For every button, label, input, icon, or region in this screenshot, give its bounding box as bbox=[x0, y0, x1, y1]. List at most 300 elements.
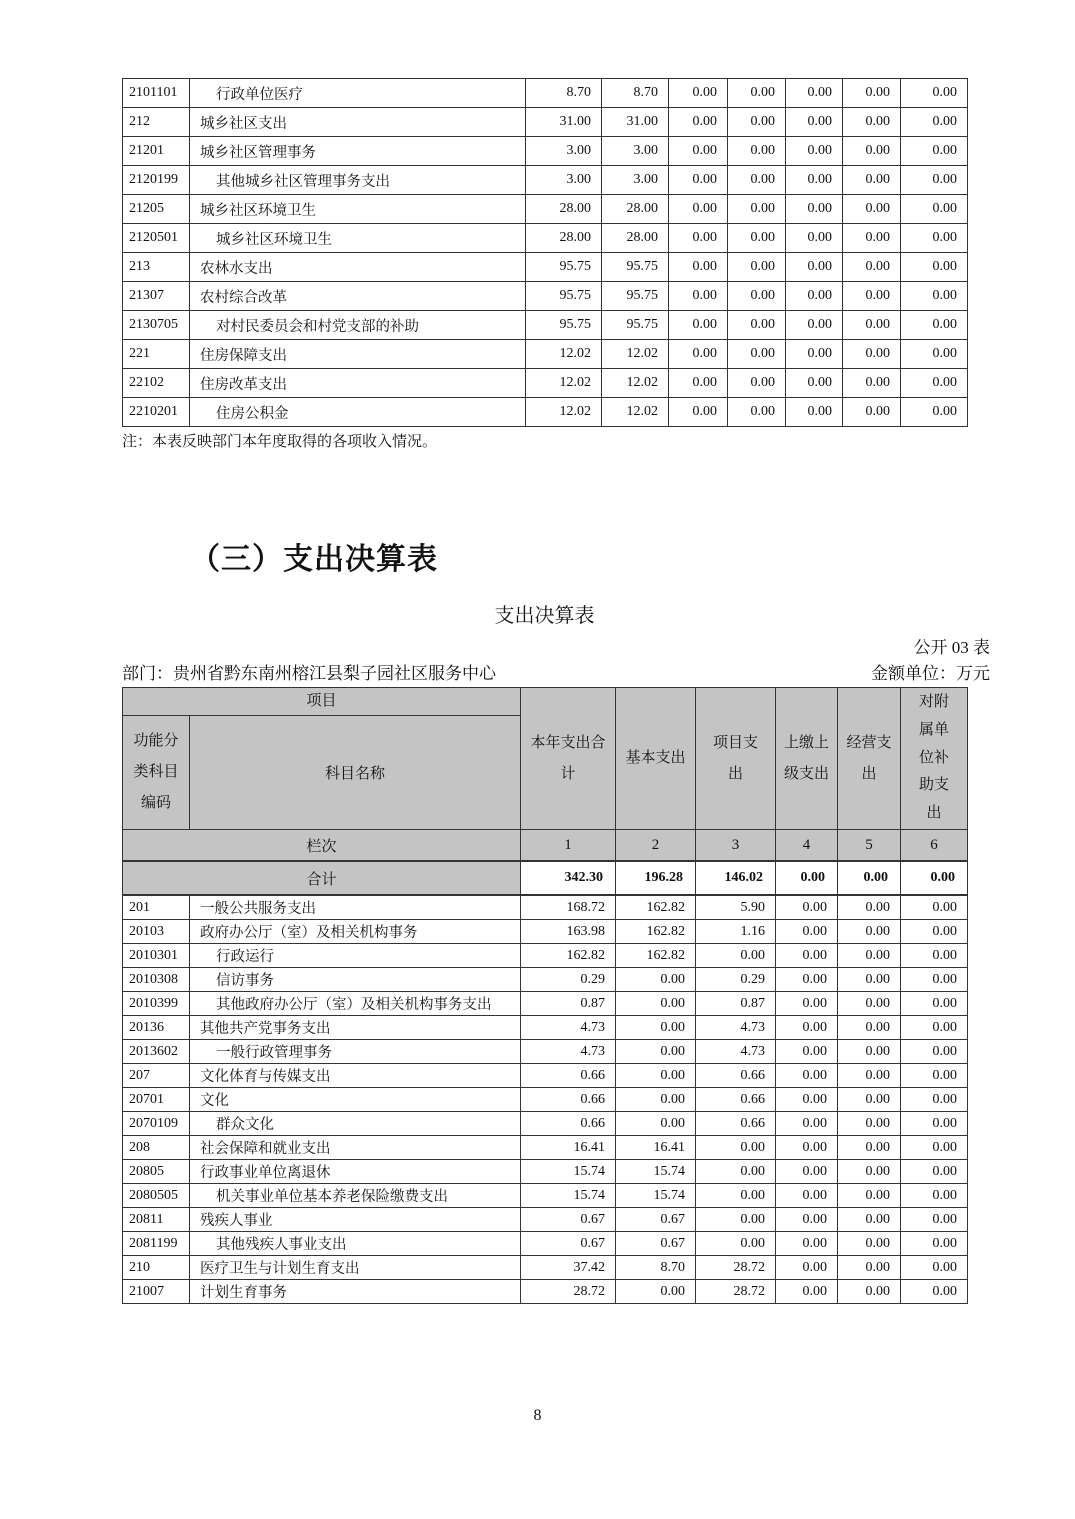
expense-table-row bbox=[123, 944, 968, 968]
value-cell: 16.41 bbox=[616, 1136, 696, 1160]
expense-table-row bbox=[123, 1136, 968, 1160]
value-cell: 0.00 bbox=[669, 369, 728, 398]
value-cell: 95.75 bbox=[526, 311, 602, 340]
value-cell: 0.87 bbox=[696, 992, 776, 1016]
value-cell: 0.00 bbox=[838, 1016, 901, 1040]
value-cell: 5.90 bbox=[696, 895, 776, 920]
function-code-cell: 2081199 bbox=[123, 1232, 190, 1256]
expense-table-row bbox=[123, 895, 968, 920]
value-cell: 0.00 bbox=[838, 1088, 901, 1112]
column-index-cell: 4 bbox=[776, 830, 838, 862]
value-cell: 0.00 bbox=[901, 1232, 968, 1256]
expense-table-header bbox=[123, 688, 968, 830]
value-cell: 0.00 bbox=[696, 944, 776, 968]
total-row bbox=[123, 861, 968, 895]
function-code-cell: 20103 bbox=[123, 920, 190, 944]
expense-table-row bbox=[123, 992, 968, 1016]
value-cell: 12.02 bbox=[526, 369, 602, 398]
value-cell: 0.00 bbox=[616, 992, 696, 1016]
expense-table-row bbox=[123, 1280, 968, 1304]
value-cell: 0.00 bbox=[901, 1256, 968, 1280]
value-cell: 0.00 bbox=[728, 340, 786, 369]
value-cell: 0.00 bbox=[669, 224, 728, 253]
value-cell: 3.00 bbox=[526, 137, 602, 166]
function-code-cell: 20701 bbox=[123, 1088, 190, 1112]
subject-name-cell: 行政运行 bbox=[190, 944, 521, 968]
section-heading: （三）支出决算表 bbox=[190, 543, 438, 576]
expense-table-title: 支出决算表 bbox=[494, 605, 595, 627]
function-code-cell: 2101101 bbox=[123, 79, 190, 108]
value-cell: 162.82 bbox=[521, 944, 616, 968]
expense-column-header: 基本支出 bbox=[616, 688, 696, 830]
value-cell: 0.00 bbox=[776, 1136, 838, 1160]
function-code-cell: 2210201 bbox=[123, 398, 190, 427]
subject-name-cell: 政府办公厅（室）及相关机构事务 bbox=[190, 920, 521, 944]
subject-name-cell: 城乡社区支出 bbox=[190, 108, 526, 137]
value-cell: 4.73 bbox=[696, 1040, 776, 1064]
value-cell: 0.00 bbox=[838, 1112, 901, 1136]
expense-column-header: 经营支出 bbox=[838, 688, 901, 830]
value-cell: 0.00 bbox=[776, 1232, 838, 1256]
value-cell: 0.66 bbox=[696, 1112, 776, 1136]
income-table-row bbox=[123, 340, 968, 369]
value-cell: 0.00 bbox=[776, 1088, 838, 1112]
total-value-cell: 146.02 bbox=[696, 861, 776, 895]
subject-name-cell: 文化 bbox=[190, 1088, 521, 1112]
column-index-row bbox=[123, 830, 968, 862]
value-cell: 0.00 bbox=[843, 195, 901, 224]
value-cell: 8.70 bbox=[616, 1256, 696, 1280]
income-table-continued bbox=[122, 78, 968, 427]
value-cell: 0.00 bbox=[669, 311, 728, 340]
expense-table-row bbox=[123, 1256, 968, 1280]
value-cell: 0.87 bbox=[521, 992, 616, 1016]
value-cell: 0.00 bbox=[843, 340, 901, 369]
value-cell: 0.00 bbox=[669, 137, 728, 166]
subject-name-cell: 其他残疾人事业支出 bbox=[190, 1232, 521, 1256]
value-cell: 0.00 bbox=[616, 1088, 696, 1112]
column-index-cell: 3 bbox=[696, 830, 776, 862]
value-cell: 95.75 bbox=[526, 282, 602, 311]
value-cell: 0.00 bbox=[696, 1208, 776, 1232]
subject-name-cell: 计划生育事务 bbox=[190, 1280, 521, 1304]
income-table-row bbox=[123, 137, 968, 166]
value-cell: 95.75 bbox=[602, 253, 669, 282]
value-cell: 0.00 bbox=[838, 1232, 901, 1256]
expense-table bbox=[122, 687, 968, 1304]
value-cell: 0.66 bbox=[521, 1088, 616, 1112]
value-cell: 162.82 bbox=[616, 895, 696, 920]
value-cell: 28.72 bbox=[696, 1280, 776, 1304]
value-cell: 0.00 bbox=[843, 137, 901, 166]
value-cell: 0.00 bbox=[901, 108, 968, 137]
value-cell: 0.67 bbox=[521, 1208, 616, 1232]
value-cell: 28.00 bbox=[602, 224, 669, 253]
subject-name-cell: 城乡社区环境卫生 bbox=[190, 195, 526, 224]
value-cell: 0.00 bbox=[786, 253, 843, 282]
value-cell: 0.67 bbox=[521, 1232, 616, 1256]
value-cell: 0.00 bbox=[786, 282, 843, 311]
value-cell: 0.00 bbox=[728, 311, 786, 340]
value-cell: 0.29 bbox=[521, 968, 616, 992]
expense-table-row bbox=[123, 1064, 968, 1088]
expense-table-body bbox=[123, 830, 968, 1304]
subject-name-cell: 文化体育与传媒支出 bbox=[190, 1064, 521, 1088]
total-value-cell: 196.28 bbox=[616, 861, 696, 895]
value-cell: 0.00 bbox=[728, 79, 786, 108]
value-cell: 0.00 bbox=[901, 992, 968, 1016]
value-cell: 0.00 bbox=[901, 944, 968, 968]
value-cell: 0.00 bbox=[901, 224, 968, 253]
page-number: 8 bbox=[533, 1407, 542, 1424]
value-cell: 12.02 bbox=[602, 398, 669, 427]
value-cell: 0.00 bbox=[669, 108, 728, 137]
subject-name-cell: 一般行政管理事务 bbox=[190, 1040, 521, 1064]
function-code-cell: 2130705 bbox=[123, 311, 190, 340]
income-table-row bbox=[123, 369, 968, 398]
value-cell: 0.00 bbox=[728, 195, 786, 224]
value-cell: 0.00 bbox=[843, 398, 901, 427]
value-cell: 0.00 bbox=[901, 1112, 968, 1136]
value-cell: 0.00 bbox=[696, 1232, 776, 1256]
expense-table-row bbox=[123, 1208, 968, 1232]
value-cell: 0.00 bbox=[669, 253, 728, 282]
value-cell: 0.00 bbox=[776, 920, 838, 944]
value-cell: 12.02 bbox=[526, 398, 602, 427]
value-cell: 0.00 bbox=[838, 1208, 901, 1232]
department-label: 部门：贵州省黔东南州榕江县梨子园社区服务中心 bbox=[122, 664, 496, 683]
function-code-cell: 21205 bbox=[123, 195, 190, 224]
value-cell: 0.00 bbox=[616, 1016, 696, 1040]
value-cell: 0.00 bbox=[776, 1280, 838, 1304]
value-cell: 0.00 bbox=[776, 1208, 838, 1232]
value-cell: 3.00 bbox=[602, 137, 669, 166]
value-cell: 0.00 bbox=[776, 1040, 838, 1064]
value-cell: 0.00 bbox=[776, 968, 838, 992]
income-table-row bbox=[123, 195, 968, 224]
value-cell: 0.00 bbox=[776, 992, 838, 1016]
expense-header-project-row bbox=[123, 688, 968, 716]
value-cell: 0.00 bbox=[901, 1016, 968, 1040]
subject-name-cell: 住房改革支出 bbox=[190, 369, 526, 398]
function-code-cell: 2080505 bbox=[123, 1184, 190, 1208]
income-table-row bbox=[123, 108, 968, 137]
total-value-cell: 0.00 bbox=[838, 861, 901, 895]
value-cell: 0.00 bbox=[843, 79, 901, 108]
function-code-cell: 212 bbox=[123, 108, 190, 137]
expense-table-row bbox=[123, 1160, 968, 1184]
value-cell: 0.00 bbox=[901, 968, 968, 992]
income-table-body bbox=[123, 79, 968, 427]
expense-table-row bbox=[123, 1184, 968, 1208]
value-cell: 0.00 bbox=[901, 166, 968, 195]
column-index-cell: 2 bbox=[616, 830, 696, 862]
value-cell: 0.00 bbox=[843, 166, 901, 195]
value-cell: 0.00 bbox=[696, 1184, 776, 1208]
value-cell: 0.00 bbox=[728, 224, 786, 253]
value-cell: 0.00 bbox=[728, 166, 786, 195]
value-cell: 0.00 bbox=[776, 895, 838, 920]
value-cell: 0.00 bbox=[901, 1040, 968, 1064]
value-cell: 28.72 bbox=[521, 1280, 616, 1304]
value-cell: 0.00 bbox=[838, 1136, 901, 1160]
amount-unit-label: 金额单位：万元 bbox=[871, 664, 990, 683]
value-cell: 0.00 bbox=[669, 79, 728, 108]
value-cell: 0.00 bbox=[696, 1160, 776, 1184]
subject-name-cell: 住房保障支出 bbox=[190, 340, 526, 369]
function-code-cell: 21307 bbox=[123, 282, 190, 311]
income-table-row bbox=[123, 166, 968, 195]
expense-table-row bbox=[123, 1040, 968, 1064]
subject-name-cell: 农林水支出 bbox=[190, 253, 526, 282]
expense-column-header: 上缴上级支出 bbox=[776, 688, 838, 830]
value-cell: 0.00 bbox=[616, 968, 696, 992]
value-cell: 0.00 bbox=[728, 108, 786, 137]
value-cell: 0.00 bbox=[616, 1280, 696, 1304]
expense-table-row bbox=[123, 1232, 968, 1256]
function-code-cell: 21201 bbox=[123, 137, 190, 166]
value-cell: 3.00 bbox=[526, 166, 602, 195]
value-cell: 0.00 bbox=[786, 79, 843, 108]
income-table-row bbox=[123, 79, 968, 108]
column-index-cell: 6 bbox=[901, 830, 968, 862]
value-cell: 163.98 bbox=[521, 920, 616, 944]
function-code-cell: 20805 bbox=[123, 1160, 190, 1184]
total-label: 合计 bbox=[123, 861, 521, 895]
value-cell: 162.82 bbox=[616, 920, 696, 944]
subject-name-cell: 机关事业单位基本养老保险缴费支出 bbox=[190, 1184, 521, 1208]
column-index-cell: 5 bbox=[838, 830, 901, 862]
value-cell: 0.00 bbox=[838, 895, 901, 920]
subject-name-cell: 信访事务 bbox=[190, 968, 521, 992]
function-code-cell: 201 bbox=[123, 895, 190, 920]
function-code-cell: 2010301 bbox=[123, 944, 190, 968]
value-cell: 0.00 bbox=[901, 1280, 968, 1304]
value-cell: 28.00 bbox=[602, 195, 669, 224]
value-cell: 0.00 bbox=[728, 253, 786, 282]
value-cell: 0.66 bbox=[696, 1088, 776, 1112]
function-code-cell: 2013602 bbox=[123, 1040, 190, 1064]
function-code-cell: 208 bbox=[123, 1136, 190, 1160]
subject-name-cell: 城乡社区管理事务 bbox=[190, 137, 526, 166]
value-cell: 95.75 bbox=[602, 311, 669, 340]
value-cell: 0.29 bbox=[696, 968, 776, 992]
value-cell: 95.75 bbox=[602, 282, 669, 311]
function-code-cell: 21007 bbox=[123, 1280, 190, 1304]
subject-name-cell: 医疗卫生与计划生育支出 bbox=[190, 1256, 521, 1280]
total-value-cell: 0.00 bbox=[901, 861, 968, 895]
function-code-cell: 210 bbox=[123, 1256, 190, 1280]
value-cell: 0.00 bbox=[901, 1208, 968, 1232]
value-cell: 0.00 bbox=[843, 108, 901, 137]
value-cell: 0.00 bbox=[669, 398, 728, 427]
value-cell: 28.00 bbox=[526, 224, 602, 253]
function-code-header-cell: 功能分类科目编码 bbox=[123, 716, 190, 830]
value-cell: 16.41 bbox=[521, 1136, 616, 1160]
value-cell: 0.00 bbox=[901, 1184, 968, 1208]
value-cell: 0.00 bbox=[901, 79, 968, 108]
value-cell: 0.00 bbox=[901, 1064, 968, 1088]
value-cell: 0.00 bbox=[843, 369, 901, 398]
value-cell: 0.00 bbox=[786, 137, 843, 166]
value-cell: 15.74 bbox=[521, 1184, 616, 1208]
value-cell: 168.72 bbox=[521, 895, 616, 920]
value-cell: 0.00 bbox=[843, 282, 901, 311]
income-table-row bbox=[123, 253, 968, 282]
value-cell: 4.73 bbox=[521, 1016, 616, 1040]
value-cell: 0.00 bbox=[728, 398, 786, 427]
value-cell: 8.70 bbox=[602, 79, 669, 108]
column-index-label: 栏次 bbox=[123, 830, 521, 862]
value-cell: 4.73 bbox=[696, 1016, 776, 1040]
value-cell: 0.00 bbox=[728, 369, 786, 398]
function-code-cell: 20136 bbox=[123, 1016, 190, 1040]
table-number-label: 公开 03 表 bbox=[913, 638, 990, 657]
value-cell: 15.74 bbox=[521, 1160, 616, 1184]
value-cell: 0.00 bbox=[786, 311, 843, 340]
project-header-cell: 项目 bbox=[123, 688, 521, 716]
value-cell: 0.00 bbox=[843, 253, 901, 282]
subject-name-header-cell: 科目名称 bbox=[190, 716, 521, 830]
value-cell: 1.16 bbox=[696, 920, 776, 944]
subject-name-cell: 行政事业单位离退休 bbox=[190, 1160, 521, 1184]
value-cell: 31.00 bbox=[602, 108, 669, 137]
value-cell: 0.00 bbox=[901, 895, 968, 920]
value-cell: 0.00 bbox=[776, 1112, 838, 1136]
value-cell: 0.00 bbox=[838, 1040, 901, 1064]
value-cell: 0.00 bbox=[786, 398, 843, 427]
subject-name-cell: 住房公积金 bbox=[190, 398, 526, 427]
value-cell: 0.00 bbox=[838, 968, 901, 992]
value-cell: 37.42 bbox=[521, 1256, 616, 1280]
subject-name-cell: 对村民委员会和村党支部的补助 bbox=[190, 311, 526, 340]
value-cell: 0.00 bbox=[616, 1112, 696, 1136]
expense-column-header: 本年支出合计 bbox=[521, 688, 616, 830]
value-cell: 0.00 bbox=[901, 340, 968, 369]
value-cell: 15.74 bbox=[616, 1184, 696, 1208]
value-cell: 162.82 bbox=[616, 944, 696, 968]
value-cell: 28.00 bbox=[526, 195, 602, 224]
expense-column-header: 对附属单位补助支出 bbox=[901, 688, 968, 830]
value-cell: 95.75 bbox=[526, 253, 602, 282]
value-cell: 0.00 bbox=[838, 1064, 901, 1088]
value-cell: 0.00 bbox=[786, 166, 843, 195]
value-cell: 0.00 bbox=[728, 137, 786, 166]
value-cell: 0.66 bbox=[696, 1064, 776, 1088]
subject-name-cell: 社会保障和就业支出 bbox=[190, 1136, 521, 1160]
value-cell: 0.00 bbox=[616, 1040, 696, 1064]
value-cell: 0.00 bbox=[776, 1184, 838, 1208]
function-code-cell: 2120199 bbox=[123, 166, 190, 195]
value-cell: 12.02 bbox=[602, 369, 669, 398]
value-cell: 0.67 bbox=[616, 1232, 696, 1256]
value-cell: 0.00 bbox=[786, 224, 843, 253]
value-cell: 0.00 bbox=[669, 195, 728, 224]
income-table-row bbox=[123, 311, 968, 340]
income-table-row bbox=[123, 282, 968, 311]
function-code-cell: 213 bbox=[123, 253, 190, 282]
value-cell: 0.00 bbox=[786, 340, 843, 369]
value-cell: 0.00 bbox=[843, 311, 901, 340]
value-cell: 0.00 bbox=[901, 398, 968, 427]
value-cell: 0.00 bbox=[838, 1280, 901, 1304]
income-table-note: 注：本表反映部门本年度取得的各项收入情况。 bbox=[122, 434, 438, 450]
value-cell: 0.00 bbox=[901, 282, 968, 311]
value-cell: 0.00 bbox=[669, 340, 728, 369]
value-cell: 0.00 bbox=[776, 1256, 838, 1280]
value-cell: 8.70 bbox=[526, 79, 602, 108]
value-cell: 28.72 bbox=[696, 1256, 776, 1280]
value-cell: 0.00 bbox=[786, 369, 843, 398]
table-meta-row bbox=[122, 659, 990, 684]
value-cell: 4.73 bbox=[521, 1040, 616, 1064]
value-cell: 0.00 bbox=[901, 1088, 968, 1112]
function-code-cell: 207 bbox=[123, 1064, 190, 1088]
value-cell: 0.00 bbox=[901, 311, 968, 340]
function-code-cell: 2120501 bbox=[123, 224, 190, 253]
value-cell: 0.00 bbox=[776, 1064, 838, 1088]
function-code-cell: 22102 bbox=[123, 369, 190, 398]
value-cell: 0.00 bbox=[901, 137, 968, 166]
subject-name-cell: 其他城乡社区管理事务支出 bbox=[190, 166, 526, 195]
subject-name-cell: 行政单位医疗 bbox=[190, 79, 526, 108]
value-cell: 0.00 bbox=[843, 224, 901, 253]
subject-name-cell: 城乡社区环境卫生 bbox=[190, 224, 526, 253]
value-cell: 0.00 bbox=[901, 369, 968, 398]
value-cell: 0.00 bbox=[901, 920, 968, 944]
expense-table-row bbox=[123, 1016, 968, 1040]
column-index-cell: 1 bbox=[521, 830, 616, 862]
expense-table-row bbox=[123, 1112, 968, 1136]
value-cell: 12.02 bbox=[526, 340, 602, 369]
value-cell: 0.00 bbox=[616, 1064, 696, 1088]
subject-name-cell: 农村综合改革 bbox=[190, 282, 526, 311]
subject-name-cell: 其他政府办公厅（室）及相关机构事务支出 bbox=[190, 992, 521, 1016]
expense-column-header: 项目支出 bbox=[696, 688, 776, 830]
value-cell: 0.00 bbox=[901, 253, 968, 282]
subject-name-cell: 残疾人事业 bbox=[190, 1208, 521, 1232]
value-cell: 0.00 bbox=[838, 920, 901, 944]
value-cell: 0.00 bbox=[776, 1160, 838, 1184]
value-cell: 15.74 bbox=[616, 1160, 696, 1184]
value-cell: 0.00 bbox=[786, 108, 843, 137]
value-cell: 0.00 bbox=[901, 1160, 968, 1184]
value-cell: 12.02 bbox=[602, 340, 669, 369]
function-code-cell: 20811 bbox=[123, 1208, 190, 1232]
total-value-cell: 0.00 bbox=[776, 861, 838, 895]
subject-name-cell: 其他共产党事务支出 bbox=[190, 1016, 521, 1040]
function-code-cell: 2070109 bbox=[123, 1112, 190, 1136]
expense-table-row bbox=[123, 920, 968, 944]
value-cell: 3.00 bbox=[602, 166, 669, 195]
value-cell: 31.00 bbox=[526, 108, 602, 137]
value-cell: 0.00 bbox=[838, 992, 901, 1016]
value-cell: 0.00 bbox=[838, 1160, 901, 1184]
total-value-cell: 342.30 bbox=[521, 861, 616, 895]
value-cell: 0.00 bbox=[776, 1016, 838, 1040]
subject-name-cell: 群众文化 bbox=[190, 1112, 521, 1136]
function-code-cell: 2010308 bbox=[123, 968, 190, 992]
function-code-cell: 2010399 bbox=[123, 992, 190, 1016]
value-cell: 0.00 bbox=[776, 944, 838, 968]
value-cell: 0.00 bbox=[901, 195, 968, 224]
value-cell: 0.00 bbox=[669, 282, 728, 311]
value-cell: 0.66 bbox=[521, 1112, 616, 1136]
value-cell: 0.00 bbox=[669, 166, 728, 195]
value-cell: 0.67 bbox=[616, 1208, 696, 1232]
expense-table-row bbox=[123, 1088, 968, 1112]
value-cell: 0.00 bbox=[838, 1256, 901, 1280]
